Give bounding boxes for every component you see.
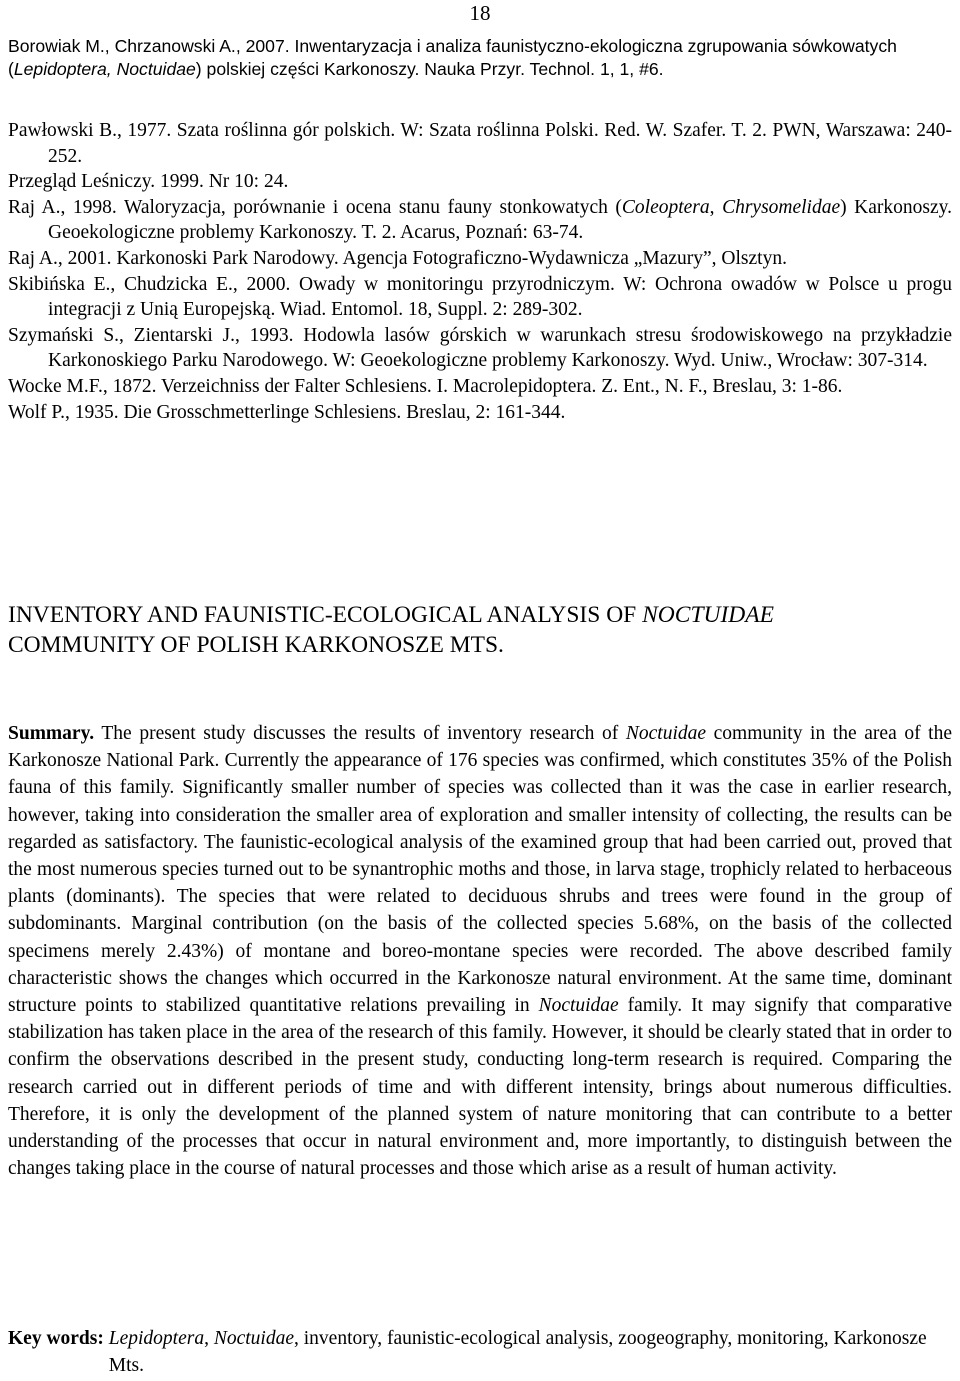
reference-wolf: Wolf P., 1935. Die Grosschmetterlinge Schlesiens. Breslau, 2: 161-344. — [8, 401, 566, 423]
running-header — [8, 35, 953, 81]
summary-taxon-2: Noctuidae — [538, 995, 619, 1017]
summary-text-2: community in the area of the Karkonosze National Park. Currently the appearance of 176 species was confirmed, which constitutes 35% of the Polish fauna of this family. Significantly smaller number of species was collected than it was the case in earlier research, however, taking into consideration the smaller area of exploration and smaller intensity of collecting, the results can be regarded as satisfactory. The faunistic-ecological analysis of the examined group that had been carried out, proved that the most numerous species turned out to be synantrophic moths and those, in larva stage, trophicly related to herbaceous plants (dominants). The species that were related to deciduous shrubs and trees were found in the group of subdominants. Marginal contribution (on the basis of the collected species 5.68%, on the basis of the collected specimens merely 2.43%) of montane and boreo-montane species were recorded. The above described family characteristic shows the changes which occurred in the Karkonosze natural environment. At the same time, dominant structure points to stabilized quantitative relations prevailing in — [8, 723, 953, 1017]
title-taxon: NOCTUIDAE — [642, 602, 774, 628]
reference-szymanski: Szymański S., Zientarski J., 1993. Hodowla lasów górskich w warunkach stresu środowiskowego na przykładzie Karkonoskiego Parku Narodowego. W: Geoekologiczne problemy Karkonoszy. Wyd. Uniw., Wrocław: 307-314. — [8, 324, 952, 372]
raj1998-coleoptera: Coleoptera — [621, 196, 710, 218]
raj1998-part-b: , — [709, 196, 723, 218]
title-line-2: COMMUNITY OF POLISH KARKONOSZE MTS. — [8, 632, 504, 658]
title-part-1: INVENTORY AND FAUNISTIC-ECOLOGICAL ANALYSIS OF — [8, 602, 643, 628]
keywords-text — [109, 1325, 952, 1379]
reference-przeglad: Przegląd Leśniczy. 1999. Nr 10: 24. — [8, 171, 289, 193]
header-paren-open: ( — [8, 59, 14, 79]
page-number: 18 — [469, 1, 491, 25]
references-list — [8, 118, 952, 425]
summary-text-1: The present study discusses the results of inventory research of — [94, 723, 626, 744]
english-title — [8, 600, 952, 660]
keywords-rest: , inventory, faunistic-ecological analysis, zoogeography, monitoring, Karkonosze Mts. — [108, 1328, 927, 1376]
keywords-block — [8, 1325, 952, 1379]
keyword-sep: , — [204, 1328, 214, 1349]
summary-paragraph — [8, 720, 952, 1182]
reference-skibinska: Skibińska E., Chudzicka E., 2000. Owady w monitoringu przyrodniczym. W: Ochrona owadów w Polsce u progu integracji z Unią Europejską. Wiad. Entomol. 18, Suppl. 2: 289-302. — [8, 273, 952, 321]
summary-label: Summary. — [8, 723, 95, 744]
header-taxon: Lepidoptera, Noctuidae — [13, 59, 196, 79]
keyword-lepidoptera: Lepidoptera — [108, 1328, 205, 1349]
header-line-1: Borowiak M., Chrzanowski A., 2007. Inwentaryzacja i analiza faunistyczno-ekologiczna zgrupowania sówkowatych — [8, 36, 897, 56]
keyword-noctuidae: Noctuidae — [213, 1328, 294, 1349]
reference-pawlowski: Pawłowski B., 1977. Szata roślinna gór polskich. W: Szata roślinna Polski. Red. W. Szafer. T. 2. PWN, Warszawa: 240-252. — [8, 120, 952, 167]
header-citation-tail: ) polskiej części Karkonoszy. Nauka Przyr. Technol. 1, 1, #6. — [195, 59, 664, 79]
raj1998-chrysomelidae: Chrysomelidae — [722, 196, 841, 218]
reference-raj-1998 — [8, 195, 952, 246]
summary-taxon-1: Noctuidae — [625, 723, 707, 744]
reference-wocke: Wocke M.F., 1872. Verzeichniss der Falter Schlesiens. I. Macrolepidoptera. Z. Ent., N. F., Breslau, 3: 1-86. — [8, 375, 843, 397]
summary-text-3: family. It may signify that comparative stabilization has taken place in the area of the research of this family. However, it should be clearly stated that in order to confirm the observations described in the present study, conducting long-term research is required. Comparing the research carried out in different periods of time and with different intensity, brings about numerous difficulties. Therefore, it is only the development of the planned system of nature monitoring that can contribute to a better understanding of the processes that occur in natural environment and, more importantly, to distinguish between the changes taking place in the course of natural processes and those which arise as a result of human activity. — [8, 995, 952, 1180]
title-line-1 — [8, 600, 952, 630]
header-line-2 — [8, 58, 953, 81]
raj1998-part-a: Raj A., 1998. Waloryzacja, porównanie i ocena stanu fauny stonkowatych ( — [8, 196, 622, 218]
raj1998-part-c: ) Karkonoszy. Geoekologiczne problemy Karkonoszy. T. 2. Acarus, Poznań: 63-74. — [48, 196, 953, 244]
reference-raj-2001: Raj A., 2001. Karkonoski Park Narodowy. Agencja Fotograficzno-Wydawnicza „Mazury”, Olsztyn. — [8, 247, 787, 269]
keywords-label: Key words: — [8, 1328, 109, 1349]
